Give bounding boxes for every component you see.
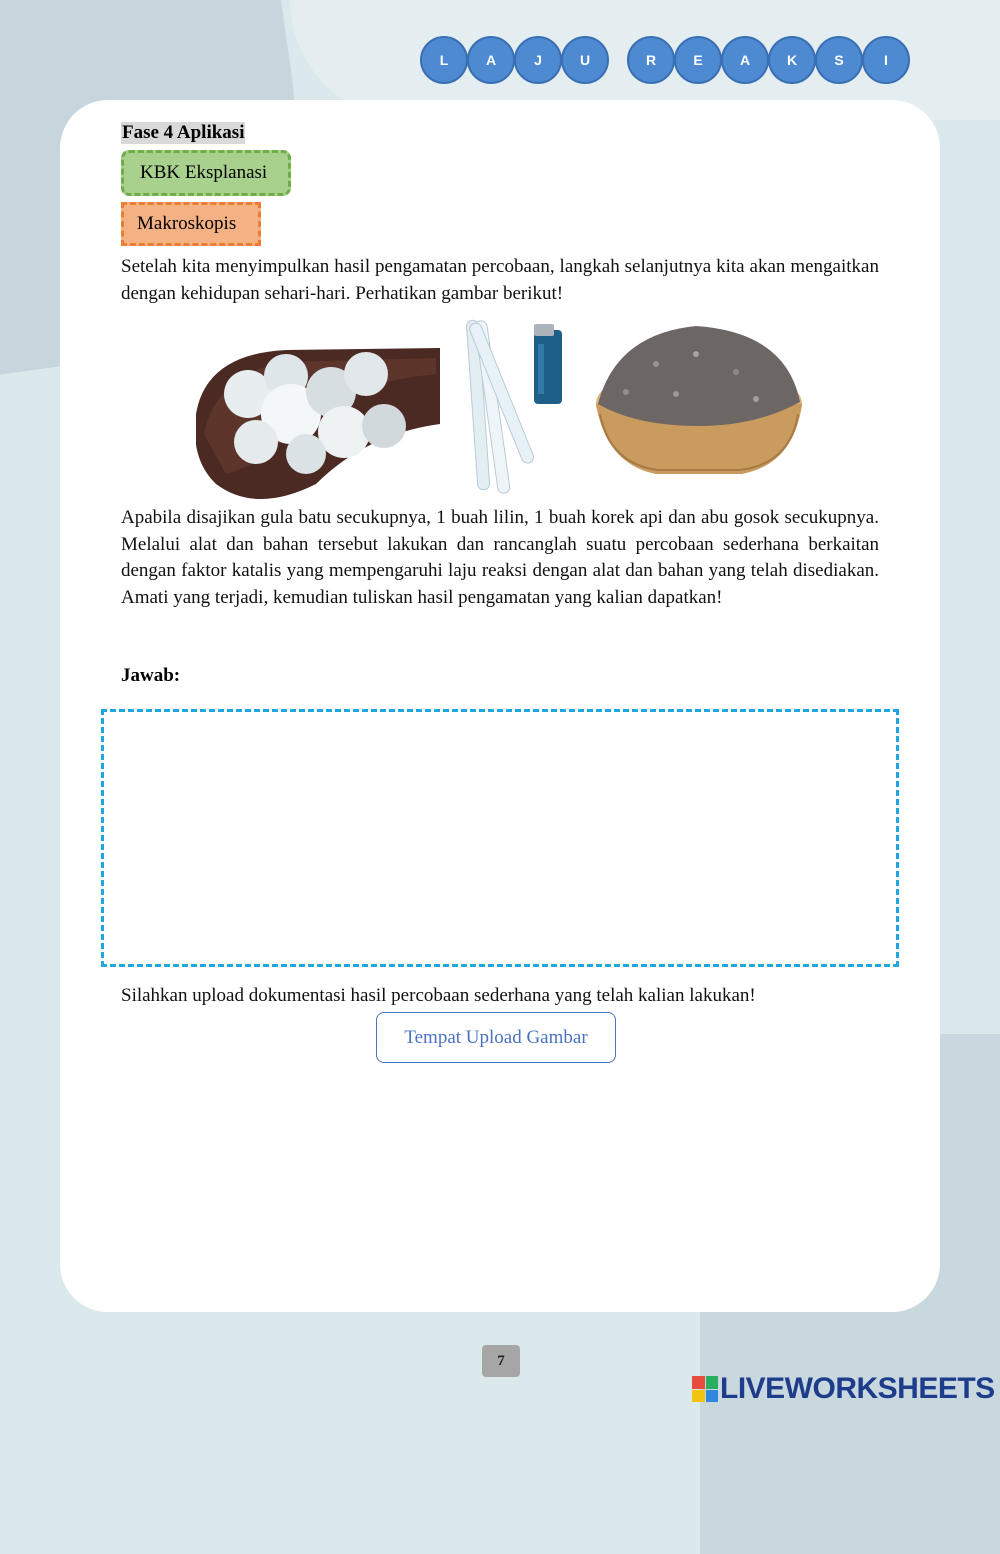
page-number: 7 bbox=[482, 1345, 520, 1377]
level-tag: Makroskopis bbox=[121, 202, 261, 246]
intro-paragraph: Setelah kita menyimpulkan hasil pengamatan percobaan, langkah selanjutnya kita akan mengaitkan dengan kehidupan sehari-hari. Perhatikan gambar berikut! bbox=[121, 256, 879, 304]
kbk-tag: KBK Eksplanasi bbox=[121, 150, 291, 196]
rock-sugar-image bbox=[196, 348, 440, 499]
liveworksheets-text: LIVEWORKSHEETS bbox=[720, 1372, 995, 1405]
upload-image-button[interactable]: Tempat Upload Gambar bbox=[376, 1012, 616, 1063]
ash-bowl-image bbox=[596, 326, 802, 474]
title-letter: A bbox=[467, 36, 515, 84]
title-letter: U bbox=[561, 36, 609, 84]
task-paragraph: Apabila disajikan gula batu secukupnya, 1 buah lilin, 1 buah korek api dan abu gosok secukupnya. Melalui alat dan bahan tersebut lakukan dan rancanglah suatu percobaan sederhana berkaitan dengan faktor katalis yang mempengaruhi laju reaksi dengan alat dan bahan yang telah disediakan. Amati yang terjadi, kemudian tuliskan hasil pengamatan yang kalian dapatkan! bbox=[121, 507, 879, 608]
answer-label: Jawab: bbox=[121, 665, 181, 686]
title-letter: S bbox=[815, 36, 863, 84]
title-letter: E bbox=[674, 36, 722, 84]
title-letter: R bbox=[627, 36, 675, 84]
upload-instruction: Silahkan upload dokumentasi hasil percobaan sederhana yang telah kalian lakukan! bbox=[121, 985, 756, 1006]
answer-textbox[interactable] bbox=[101, 709, 899, 967]
materials-illustration bbox=[196, 314, 806, 500]
title-letter: L bbox=[420, 36, 468, 84]
candle-lighter-image bbox=[466, 320, 562, 494]
title-letter: K bbox=[768, 36, 816, 84]
title-letter: I bbox=[862, 36, 910, 84]
phase-title: Fase 4 Aplikasi bbox=[122, 122, 245, 143]
title-letter: J bbox=[514, 36, 562, 84]
liveworksheets-icon bbox=[692, 1376, 718, 1402]
title-letter: A bbox=[721, 36, 769, 84]
liveworksheets-logo bbox=[692, 1372, 995, 1406]
